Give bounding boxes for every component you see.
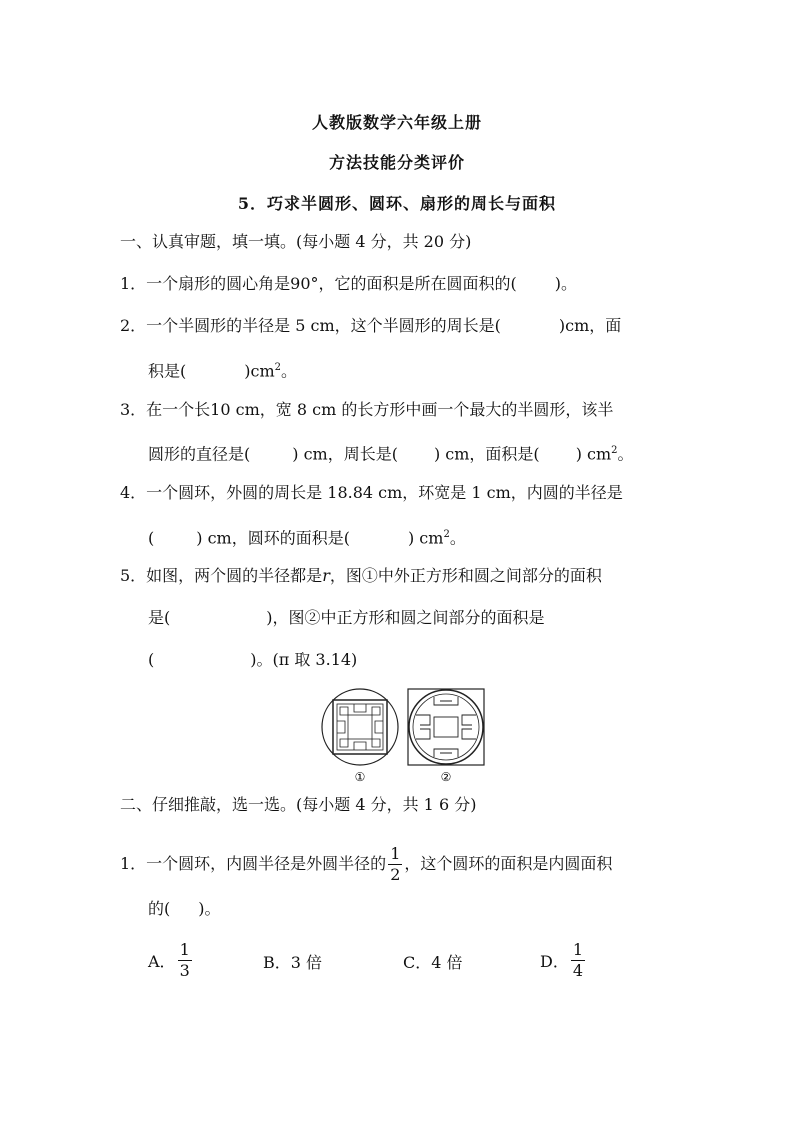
option-a[interactable] <box>148 940 194 981</box>
section-topic-title: 5．巧求半圆形、圆环、扇形的周长与面积 <box>237 194 557 213</box>
q2-text-e: 。 <box>281 361 298 381</box>
q2-text-d: )cm <box>244 361 275 381</box>
option-d[interactable] <box>540 940 587 981</box>
q3-text-d: ) cm <box>575 444 612 464</box>
q5-text-b: ，图①中外正方形和圆之间部分的面积 <box>329 566 602 585</box>
fraction-one-half <box>388 844 402 885</box>
section1-heading: 一、认真审题，填一填。(每小题 4 分，共 20 分) <box>120 232 472 251</box>
superscript: 2 <box>274 362 281 373</box>
question-1-5-line2 <box>148 608 545 628</box>
s2q1-text-b: ，这个圆环的面积是内圆面积 <box>404 854 613 873</box>
q3-text-e: 。 <box>617 444 634 464</box>
q4-text-c: ) cm <box>407 528 444 548</box>
fraction-numerator: 1 <box>572 940 584 959</box>
question-1-2-line1 <box>120 316 621 336</box>
page-subtitle: 方法技能分类评价 <box>328 153 465 172</box>
question-1-5-line1 <box>120 566 602 586</box>
section2-heading: 二、仔细推敲，选一选。(每小题 4 分，共 1 6 分) <box>120 795 477 814</box>
question-1-2-line2 <box>148 358 297 381</box>
q1-text-a: 1．一个扇形的圆心角是90°，它的面积是所在圆面积的( <box>120 274 517 293</box>
question-1-4-line2 <box>148 525 466 548</box>
figure-2-square-outer-circle <box>404 685 488 785</box>
q3-text-b: ) cm，周长是( <box>292 444 398 464</box>
question-2-1-line2 <box>148 899 221 919</box>
question-1-4-line1: 4．一个圆环，外圆的周长是 18.84 cm，环宽是 1 cm，内圆的半径是 <box>120 483 623 502</box>
q1-text-b: )。 <box>554 274 578 293</box>
q5-text-e: ( <box>148 650 155 669</box>
fraction-denominator: 3 <box>179 961 190 980</box>
superscript: 2 <box>443 529 450 540</box>
fraction-numerator: 1 <box>390 844 401 863</box>
option-d-label: D． <box>540 952 569 971</box>
q2-text-c: 积是( <box>148 361 187 381</box>
s2q1-text-c: 的( <box>148 899 171 918</box>
q5-text-f: )。(π 取 3.14) <box>250 650 358 669</box>
question-1-5-line3 <box>148 650 357 670</box>
page-title: 人教版数学六年级上册 <box>311 113 482 132</box>
option-a-label: A． <box>148 952 176 971</box>
q4-text-a: ( <box>148 528 155 548</box>
fraction-denominator: 2 <box>390 865 401 884</box>
radius-variable: r <box>322 566 330 585</box>
superscript: 2 <box>611 445 618 456</box>
q5-text-d: )，图②中正方形和圆之间部分的面积是 <box>266 608 545 627</box>
figure-1-circle-outer-square <box>318 685 402 785</box>
s2q1-text-a: 1．一个圆环，内圆半径是外圆半径的 <box>120 854 387 873</box>
option-b[interactable]: B．3 倍 <box>263 953 323 972</box>
question-1-3-line1: 3．在一个长10 cm，宽 8 cm 的长方形中画一个最大的半圆形，该半 <box>120 400 614 419</box>
q5-text-a: 5．如图，两个圆的半径都是 <box>120 566 323 585</box>
question-2-1-line1 <box>120 844 612 885</box>
q3-text-a: 圆形的直径是( <box>148 444 251 464</box>
question-1-1 <box>120 274 577 294</box>
fraction-numerator: 1 <box>179 940 190 959</box>
q2-text-b: )cm，面 <box>558 316 622 335</box>
q5-text-c: 是( <box>148 608 171 627</box>
figure-1-label: ① <box>354 770 366 784</box>
q2-text-a: 2．一个半圆形的半径是 5 cm，这个半圆形的周长是( <box>120 316 501 335</box>
q4-text-d: 。 <box>449 528 466 548</box>
option-c[interactable]: C．4 倍 <box>403 953 463 972</box>
q3-text-c: ) cm，面积是( <box>433 444 540 464</box>
q4-text-b: ) cm，圆环的面积是( <box>196 528 350 548</box>
figure-2-label: ② <box>440 770 452 784</box>
question-1-3-line2 <box>148 441 634 464</box>
s2q1-text-d: )。 <box>198 899 221 918</box>
option-a-fraction <box>178 940 192 981</box>
option-d-fraction <box>571 940 585 981</box>
fraction-denominator: 4 <box>572 961 584 980</box>
